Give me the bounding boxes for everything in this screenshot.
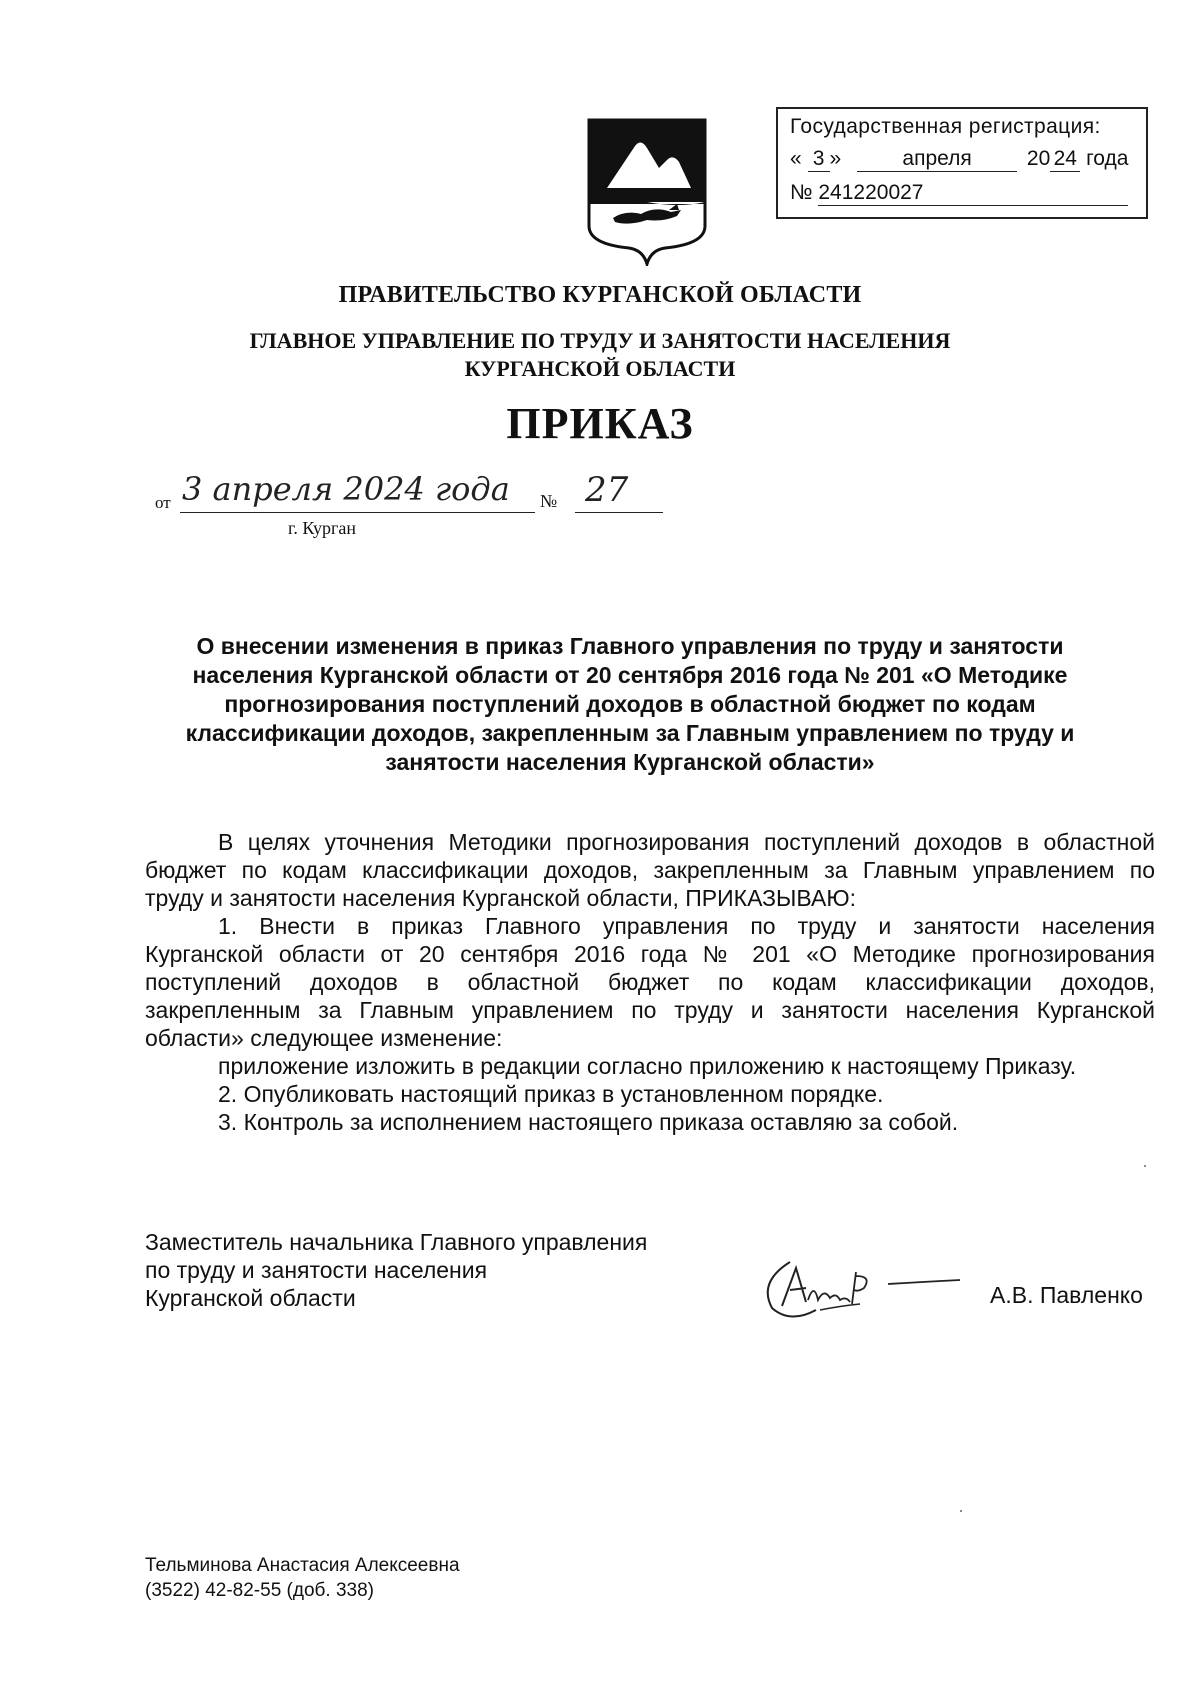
- registration-year-word: года: [1086, 147, 1129, 170]
- date-underline: [180, 512, 535, 513]
- body-line: Курганской области от 20 сентября 2016 года № 201 «О Методике прогнозирования: [145, 941, 1155, 967]
- order-body: [145, 828, 1155, 1136]
- registration-year-prefix: 20: [1026, 147, 1051, 170]
- registration-stamp: [776, 107, 1148, 219]
- handwritten-date: 3 апреля 2024 года: [182, 470, 510, 508]
- registration-day-open-quote: «: [790, 147, 802, 170]
- document-type-title: ПРИКАЗ: [506, 399, 694, 448]
- body-line: закрепленным за Главным управлением по труду и занятости населения Курганской: [145, 997, 1155, 1023]
- coat-of-arms-emblem: [585, 118, 709, 266]
- signatory-position: [145, 1228, 647, 1312]
- executor-name: Тельминова Анастасия Алексеевна: [145, 1555, 460, 1576]
- body-line: 1. Внести в приказ Главного управления по труду и занятости населения: [218, 913, 1155, 939]
- body-line: поступлений доходов в областной бюджет по кодам классификации доходов,: [145, 969, 1155, 995]
- signatory-name: А.В. Павленко: [990, 1282, 1143, 1308]
- signatory-position-line: Курганской области: [145, 1285, 356, 1311]
- subject-line: О внесении изменения в приказ Главного управления по труду и занятости: [196, 633, 1064, 659]
- body-line: труду и занятости населения Курганской области, ПРИКАЗЫВАЮ:: [145, 885, 856, 911]
- handwritten-signature: [760, 1252, 970, 1322]
- handwritten-order-number: 27: [585, 470, 629, 510]
- order-subject: [150, 632, 1110, 777]
- registration-number-label: №: [790, 181, 813, 204]
- signatory-position-line: по труду и занятости населения: [145, 1257, 488, 1283]
- body-line: 3. Контроль за исполнением настоящего приказа оставляю за собой.: [218, 1109, 959, 1135]
- body-line: области» следующее изменение:: [145, 1025, 503, 1051]
- scan-speck: [1144, 1165, 1146, 1167]
- government-title: ПРАВИТЕЛЬСТВО КУРГАНСКОЙ ОБЛАСТИ: [338, 282, 862, 308]
- city-label: г. Курган: [288, 518, 357, 538]
- executor-contact: [145, 1553, 460, 1603]
- order-number-label: №: [540, 491, 558, 511]
- registration-number-row: [790, 181, 1128, 206]
- registration-title: Государственная регистрация:: [790, 115, 1101, 138]
- subject-line: занятости населения Курганской области»: [385, 749, 875, 775]
- registration-day: 3: [808, 147, 830, 172]
- body-line: приложение изложить в редакции согласно приложению к настоящему Приказу.: [218, 1053, 1077, 1079]
- registration-month: апреля: [857, 147, 1017, 172]
- subject-line: населения Курганской области от 20 сентября 2016 года № 201 «О Методике: [192, 662, 1068, 688]
- signatory-position-line: Заместитель начальника Главного управления: [145, 1229, 648, 1255]
- subject-line: классификации доходов, закрепленным за Главным управлением по труду и: [185, 720, 1075, 746]
- date-from-label: от: [155, 493, 171, 512]
- subject-line: прогнозирования поступлений доходов в областной бюджет по кодам: [224, 691, 1036, 717]
- department-title-line2: КУРГАНСКОЙ ОБЛАСТИ: [464, 356, 736, 381]
- department-title-line1: ГЛАВНОЕ УПРАВЛЕНИЕ ПО ТРУДУ И ЗАНЯТОСТИ НАСЕЛЕНИЯ: [249, 328, 951, 353]
- registration-year-suffix: 24: [1050, 147, 1080, 172]
- body-line: бюджет по кодам классификации доходов, закрепленным за Главным управлением по: [145, 857, 1155, 883]
- body-line: В целях уточнения Методики прогнозирования поступлений доходов в областной: [218, 829, 1155, 855]
- registration-number: 241220027: [818, 181, 1128, 206]
- registration-date: [790, 147, 1128, 172]
- executor-phone: (3522) 42-82-55 (доб. 338): [145, 1580, 374, 1601]
- registration-day-close-quote: »: [829, 147, 842, 170]
- body-line: 2. Опубликовать настоящий приказ в установленном порядке.: [218, 1081, 884, 1107]
- number-underline: [575, 512, 663, 513]
- scan-speck: [960, 1510, 962, 1512]
